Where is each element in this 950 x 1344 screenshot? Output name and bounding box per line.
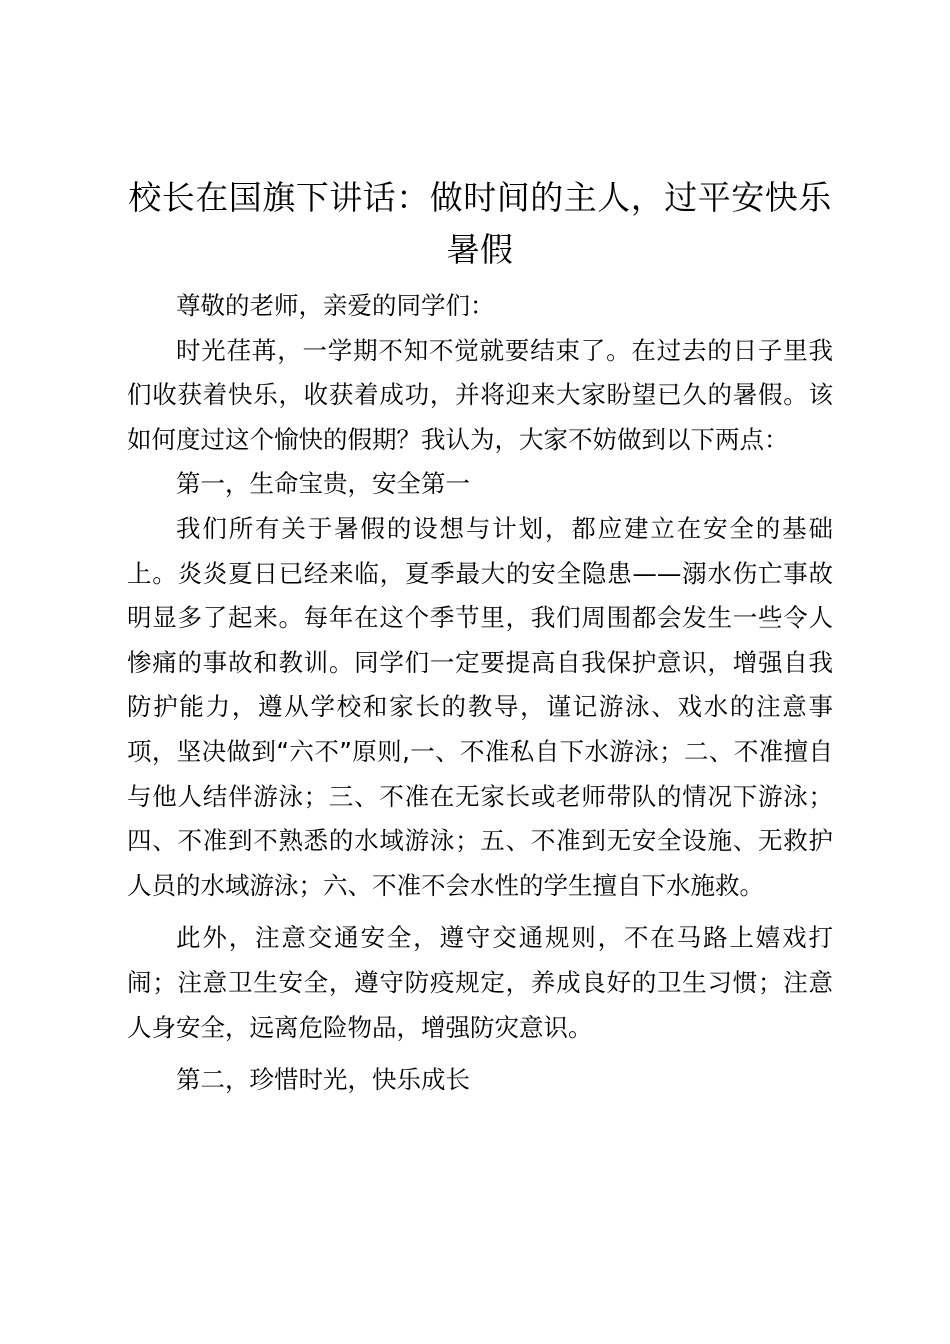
intro-paragraph: 时光荏苒，一学期不知不觉就要结束了。在过去的日子里我们收获着快乐，收获着成功，并将迎来大家盼望已久的暑假。该如何度过这个愉快的假期？我认为，大家不妨做到以下两点： bbox=[127, 335, 833, 454]
safety-paragraph: 我们所有关于暑假的设想与计划，都应建立在安全的基础上。炎炎夏日已经来临，夏季最大的安全隐患——溺水伤亡事故明显多了起来。每年在这个季节里，我们周围都会发生一些令人惨痛的事故和教训。同学们一定要提高自我保护意识，增强自我防护能力，遵从学校和家长的教导，谨记游泳、戏水的注意事项，坚决做到“六不”原则,一、不准私自下水游泳；二、不准擅自与他人结伴游泳；三、不准在无家长或老师带队的情况下游泳；四、不准到不熟悉的水域游泳；五、不准到无安全设施、无救护人员的水域游泳；六、不准不会水性的学生擅自下水施救。 bbox=[127, 513, 833, 900]
additional-safety-paragraph: 此外，注意交通安全，遵守交通规则，不在马路上嬉戏打闹；注意卫生安全，遵守防疫规定，养成良好的卫生习惯；注意人身安全，远离危险物品，增强防灾意识。 bbox=[127, 923, 833, 1042]
document-title: 校长在国旗下讲话：做时间的主人，过平安快乐暑假 bbox=[128, 178, 832, 269]
section-heading-first: 第一，生命宝贵，安全第一 bbox=[176, 469, 470, 499]
section-heading-second: 第二，珍惜时光，快乐成长 bbox=[176, 1065, 470, 1095]
document-page bbox=[127, 172, 833, 1103]
title-spacer bbox=[127, 276, 833, 284]
greeting-paragraph: 尊敬的老师，亲爱的同学们： bbox=[176, 291, 495, 320]
